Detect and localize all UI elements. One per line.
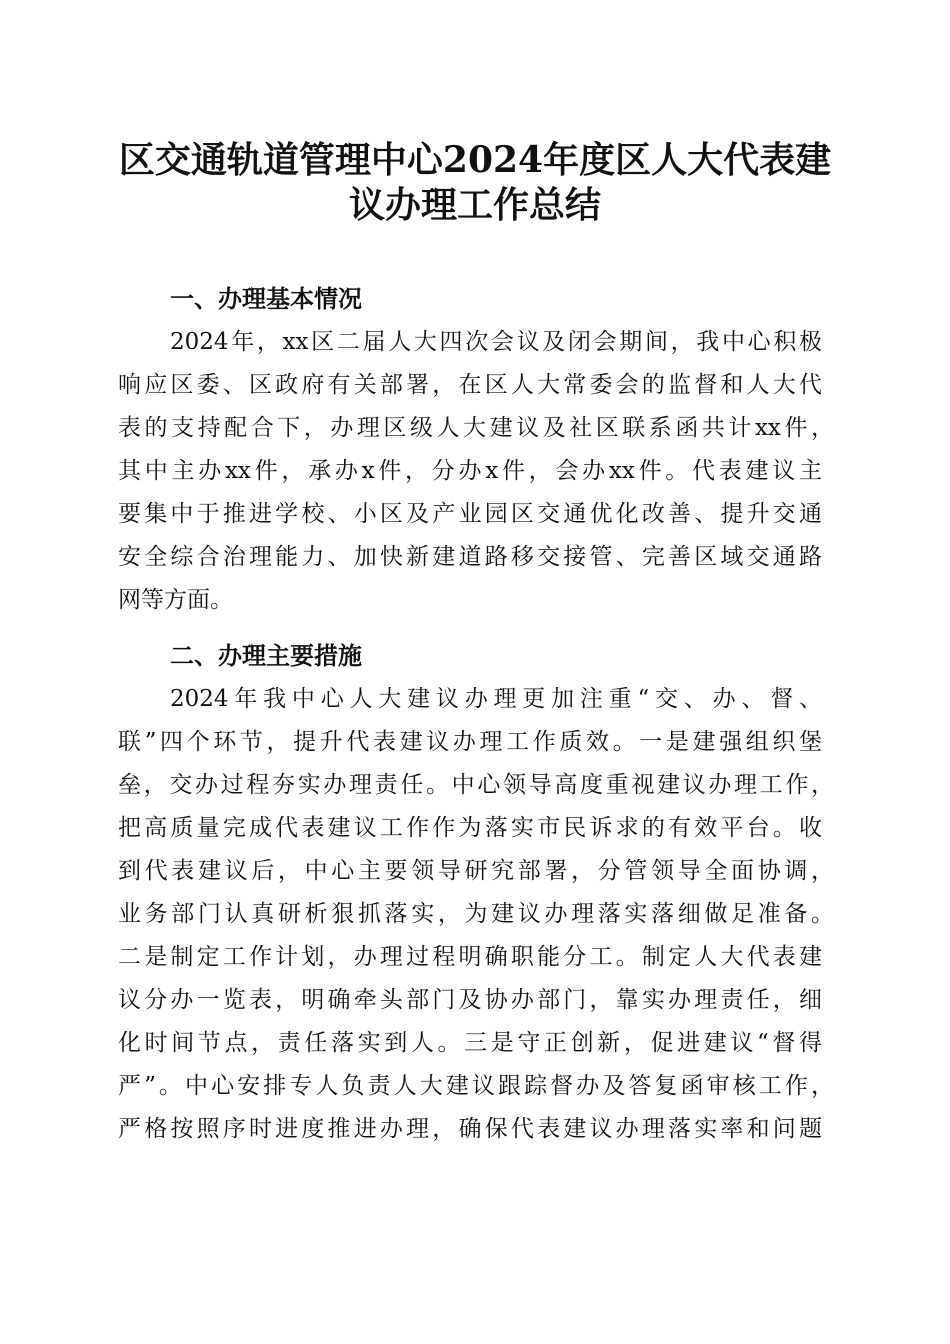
paragraph-line: 其中主办xx件，承办x件，分办x件，会办xx件。代表建议主 <box>118 458 822 484</box>
paragraph-line: 2024年，xx区二届人大四次会议及闭会期间，我中心积极 <box>170 329 822 355</box>
paragraph-line: 垒，交办过程夯实办理责任。中心领导高度重视建议办理工作， <box>118 772 834 798</box>
paragraph-line: 严”。中心安排专人负责人大建议跟踪督办及答复函审核工作， <box>118 1073 834 1099</box>
paragraph-line: 2024年我中心人大建议办理更加注重“交、办、督、 <box>170 686 822 712</box>
paragraph-line: 业务部门认真研析狠抓落实，为建议办理落实落细做足准备。 <box>118 901 834 927</box>
paragraph-line: 议分办一览表，明确牵头部门及协办部门，靠实办理责任，细 <box>118 987 822 1013</box>
section-heading-2: 二、办理主要措施 <box>170 642 362 670</box>
paragraph-line: 网等方面。 <box>118 587 233 613</box>
paragraph-line: 联”四个环节，提升代表建议办理工作质效。一是建强组织堡 <box>118 729 822 755</box>
paragraph-line: 到代表建议后，中心主要领导研究部署，分管领导全面协调， <box>118 858 834 884</box>
paragraph-line: 把高质量完成代表建议工作作为落实市民诉求的有效平台。收 <box>118 815 822 841</box>
paragraph-line: 要集中于推进学校、小区及产业园区交通优化改善、提升交通 <box>118 501 822 527</box>
paragraph-line: 严格按照序时进度推进办理，确保代表建议办理落实率和问题 <box>118 1116 822 1142</box>
paragraph-line: 表的支持配合下，办理区级人大建议及社区联系函共计xx件， <box>118 415 834 441</box>
title-line-2: 议办理工作总结 <box>348 184 601 226</box>
paragraph-line: 响应区委、区政府有关部署，在区人大常委会的监督和人大代 <box>118 372 822 398</box>
paragraph-line: 安全综合治理能力、加快新建道路移交接管、完善区域交通路 <box>118 544 822 570</box>
title-line-1: 区交通轨道管理中心2024年度区人大代表建 <box>118 139 832 181</box>
paragraph-line: 化时间节点，责任落实到人。三是守正创新，促进建议“督得 <box>118 1030 822 1056</box>
paragraph-line: 二是制定工作计划，办理过程明确职能分工。制定人大代表建 <box>118 944 822 970</box>
section-heading-1: 一、办理基本情况 <box>170 285 362 313</box>
